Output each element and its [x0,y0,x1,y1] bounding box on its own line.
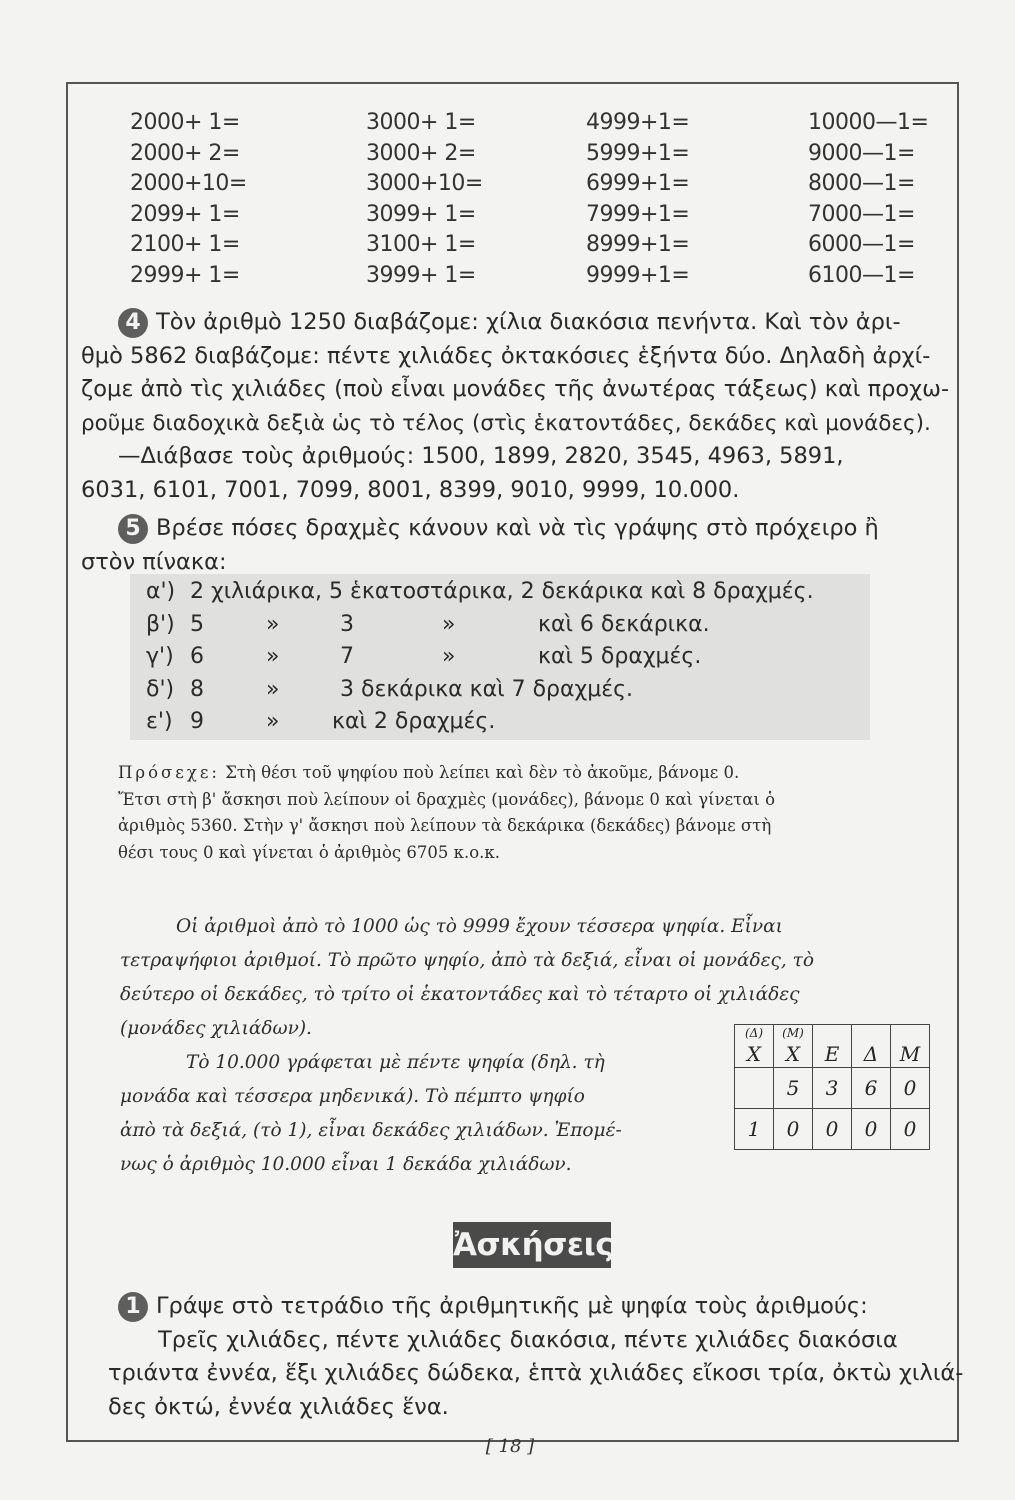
sum-item: 9999+1= [586,262,690,288]
section-4-line: ζομε ἀπὸ τὶς χιλιάδες (ποὺ εἶναι μονάδες τῆς ἀνωτέρας τάξεως) καὶ προχω- [81,376,950,402]
sum-item: 4999+1= [586,110,690,135]
section-4 [81,306,968,507]
exercise-1-line: Τρεῖς χιλιάδες, πέντε χιλιάδες διακόσια, πέντε χιλιάδες διακόσια [158,1326,898,1353]
sum-item: 3099+ 1= [366,201,476,227]
sum-item: 9000—1= [808,140,915,166]
table-row: 5 3 6 0 [735,1068,930,1109]
place-value-table [734,1024,930,1150]
rule-line: Οἱ ἀριθμοὶ ἀπὸ τὸ 1000 ὡς τὸ 9999 ἔχουν τέσσερα ψηφία. Εἶναι [176,916,783,937]
section-5-line: στὸν πίνακα: [81,548,227,575]
table-row: (Δ) (Μ) [735,1025,930,1042]
note-line: Στὴ θέσι τοῦ ψηφίου ποὺ λείπει καὶ δὲν τὸ ἀκοῦμε, βάνομε 0. [225,763,740,782]
sum-item: 7000—1= [808,201,915,227]
sum-item: 2000+ 2= [130,140,240,166]
note-line: Ἔτσι στὴ β' ἄσκησι ποὺ λείπουν οἱ δραχμὲς (μονάδες), βάνομε 0 καὶ γίνεται ὁ [118,789,776,809]
rule-line: νως ὁ ἀριθμὸς 10.000 εἶναι 1 δεκάδα χιλιάδων. [120,1154,572,1175]
section-4-line: Τὸν ἀριθμὸ 1250 διαβάζομε: χίλια διακόσια πενήντα. Καὶ τὸν ἀρι- [156,309,901,335]
sum-item: 10000—1= [808,110,929,135]
sum-item: 2099+ 1= [130,201,240,227]
sum-item: 6100—1= [808,262,915,288]
exercises-heading: Ἀσκήσεις [453,1222,611,1268]
exercise-1-line: τριάντα ἐννέα, ἕξι χιλιάδες δώδεκα, ἑπτὰ χιλιάδες εἴκοσι τρία, ὀκτὼ χιλιά- [108,1360,964,1386]
sum-item: 6999+1= [586,171,690,196]
table-row: 1 0 0 0 0 [735,1109,930,1150]
number-circle-icon: 5 [118,514,148,544]
section-5 [81,512,968,579]
number-circle-icon: 1 [118,1292,148,1322]
note-line: ἀριθμὸς 5360. Στὴν γ' ἄσκησι ποὺ λείπουν τὰ δεκάρικα (δεκάδες) βάνομε στὴ [118,816,772,835]
sum-column-4 [808,108,928,291]
sum-item: 8000—1= [808,171,915,196]
sum-item: 3000+ 2= [366,140,476,166]
sum-item: 6000—1= [808,232,915,257]
note-title: Πρόσεχε: [118,763,220,782]
exercise-1 [108,1290,968,1424]
sum-item: 2000+ 1= [130,110,240,135]
sum-column-2 [366,108,483,291]
rule-line: Τὸ 10.000 γράφεται μὲ πέντε ψηφία (δηλ. τὴ [186,1052,605,1073]
sum-item: 7999+1= [586,201,690,227]
section-4-line: —Διάβασε τοὺς ἀριθμούς: 1500, 1899, 2820, 3545, 4963, 5891, [118,443,844,469]
rule-line: ἀπὸ τὰ δεξιά, (τὸ 1), εἶναι δεκάδες χιλιάδων. Ἐπομέ- [120,1120,622,1141]
rule-line: (μονάδες χιλιάδων). [120,1018,312,1039]
sum-item: 2000+10= [130,171,247,196]
note-block [118,760,968,866]
table-row: Χ Χ Ε Δ Μ [735,1041,930,1068]
sum-item: 5999+1= [586,140,690,166]
sum-item: 3100+ 1= [366,232,476,257]
sum-item: 3000+10= [366,171,483,196]
exercise-1-line: Γράψε στὸ τετράδιο τῆς ἀριθμητικῆς μὲ ψηφία τοὺς ἀριθμούς: [156,1293,868,1319]
sum-column-3 [586,108,689,291]
rule-line: τετραψήφιοι ἀριθμοί. Τὸ πρῶτο ψηφίο, ἀπὸ τὰ δεξιά, εἶναι οἱ μονάδες, τὸ [120,950,815,971]
sum-table [0,108,1015,288]
exercise-1-line: δες ὀκτώ, ἐννέα χιλιάδες ἕνα. [108,1393,449,1420]
sum-item: 2999+ 1= [130,262,240,288]
section-4-line: 6031, 6101, 7001, 7099, 8001, 8399, 9010, 9999, 10.000. [81,476,740,503]
sum-item: 8999+1= [586,232,690,257]
note-line: θέσι τους 0 καὶ γίνεται ὁ ἀριθμὸς 6705 κ.ο.κ. [118,842,500,862]
section-5-line: Βρέσε πόσες δραχμὲς κάνουν καὶ νὰ τὶς γράψης στὸ πρόχειρο ἢ [156,515,879,541]
rule-line: δεύτερο οἱ δεκάδες, τὸ τρίτο οἱ ἑκατοντάδες καὶ τὸ τέταρτο οἱ χιλιάδες [120,984,800,1005]
sum-column-1 [130,108,247,291]
number-circle-icon: 4 [118,308,148,338]
sum-item: 3999+ 1= [366,262,476,288]
page-number: [ 18 ] [485,1436,535,1457]
sum-item: 3000+ 1= [366,110,476,135]
sum-item: 2100+ 1= [130,232,240,257]
rule-line: μονάδα καὶ τέσσερα μηδενικά). Τὸ πέμπτο ψηφίο [120,1086,585,1107]
section-4-line: θμὸ 5862 διαβάζομε: πέντε χιλιάδες ὀκτακόσιες ἑξήντα δύο. Δηλαδὴ ἀρχί- [81,342,931,369]
section-4-line: ροῦμε διαδοχικὰ δεξιὰ ὡς τὸ τέλος (στὶς ἑκατοντάδες, δεκάδες καὶ μονάδες). [81,410,931,436]
